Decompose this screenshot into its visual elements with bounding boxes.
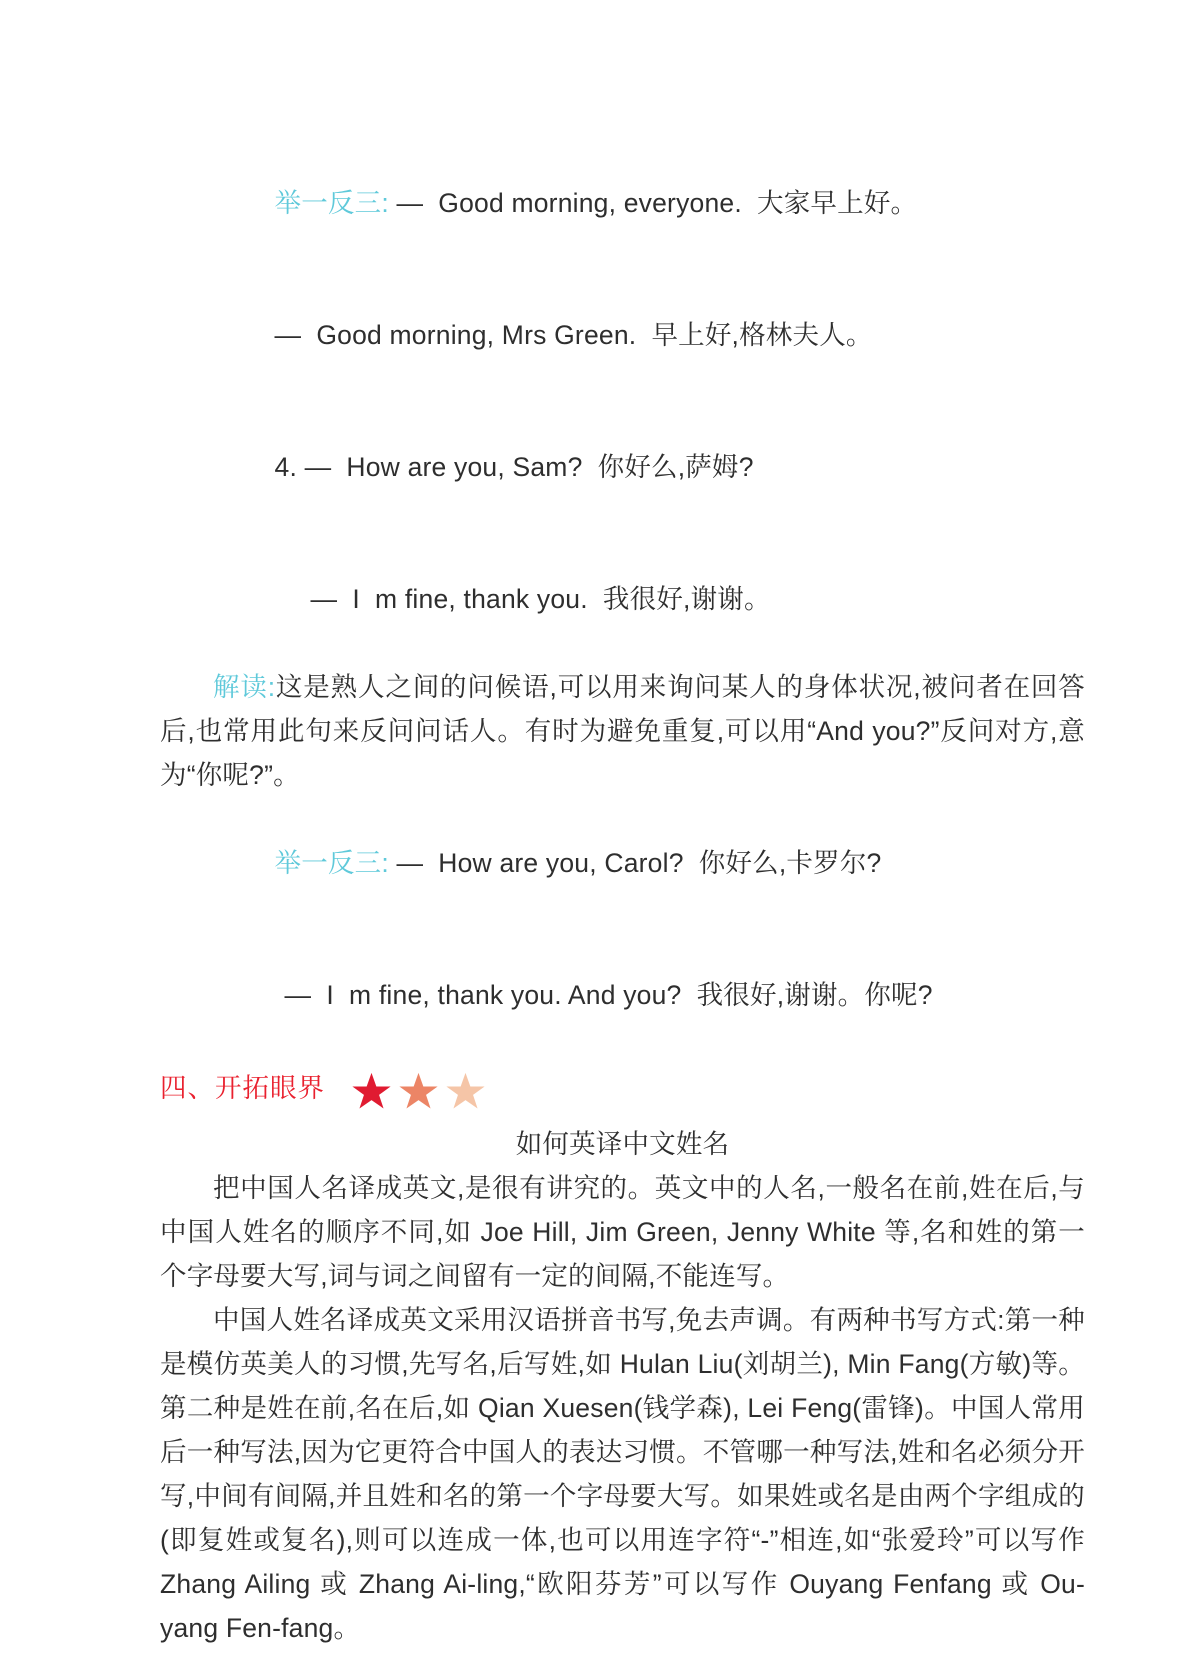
dialog-line	[160, 401, 1085, 533]
star-icon	[398, 1072, 439, 1111]
article-paragraph: 中国人姓名译成英文采用汉语拼音书写,免去声调。有两种书写方式:第一种是模仿英美人的习惯,先写名,后写姓,如 Hulan Liu(刘胡兰), Min Fang(方敏)等。第二种是姓在前,名在后,如 Qian Xuesen(钱学森), Lei Feng(雷锋)。中国人常用后一种写法,因为它更符合中国人的表达习惯。不管哪一种写法,姓和名必须分开写,中间有间隔,并且姓和名的第一个字母要大写。如果姓或名是由两个字组成的(即复姓或复名),则可以连成一体,也可以用连字符“-”相连,如“张爱玲”可以写作 Zhang Ailing 或 Zhang Ai-ling,“欧阳芬芳”可以写作 Ouyang Fenfang 或 Ou-yang Fen-fang。	[160, 1305, 1085, 1643]
explain-tag: 解读:	[213, 672, 276, 702]
dialog-text: — I m fine, thank you. And you? 我很好,谢谢。你呢?	[284, 980, 933, 1010]
practice-tag: 举一反三:	[274, 848, 389, 878]
article-title: 如何英译中文姓名	[515, 1129, 730, 1159]
dialog-text: — Good morning, Mrs Green. 早上好,格林夫人。	[274, 320, 873, 350]
page-content	[160, 137, 1085, 1650]
star-icon	[351, 1072, 392, 1111]
explain-paragraph	[160, 665, 1085, 797]
star-shape	[399, 1072, 437, 1108]
star-shape	[446, 1072, 484, 1108]
section-heading: 四、开拓眼界	[160, 1073, 325, 1103]
article	[160, 1122, 1085, 1650]
dialog-text: — Good morning, everyone. 大家早上好。	[388, 188, 918, 218]
article-paragraph: 把中国人名译成英文,是很有讲究的。英文中的人名,一般名在前,姓在后,与中国人姓名的顺序不同,如 Joe Hill, Jim Green, Jenny White 等,名和姓的第一个字母要大写,词与词之间留有一定的间隔,不能连写。	[160, 1173, 1085, 1291]
dialog-block-1	[160, 137, 1085, 665]
star-icon	[445, 1072, 486, 1111]
dialog-block-2	[160, 797, 1085, 1061]
practice-tag: 举一反三:	[274, 188, 389, 218]
dialog-line	[160, 929, 1085, 1061]
dialog-line	[160, 137, 1085, 269]
explain-text: 这是熟人之间的问候语,可以用来询问某人的身体状况,被问者在回答后,也常用此句来反问问话人。有时为避免重复,可以用“And you?”反问对方,意为“你呢?”。	[160, 672, 1085, 790]
dialog-line	[160, 533, 1085, 665]
dialog-text: 4. — How are you, Sam? 你好么,萨姆?	[274, 452, 754, 482]
dialog-text: — How are you, Carol? 你好么,卡罗尔?	[388, 848, 882, 878]
section-heading-row	[160, 1066, 1085, 1110]
difficulty-stars	[351, 1072, 486, 1111]
dialog-line	[160, 269, 1085, 401]
dialog-line	[160, 797, 1085, 929]
dialog-text: — I m fine, thank you. 我很好,谢谢。	[310, 584, 771, 614]
star-shape	[352, 1072, 390, 1108]
